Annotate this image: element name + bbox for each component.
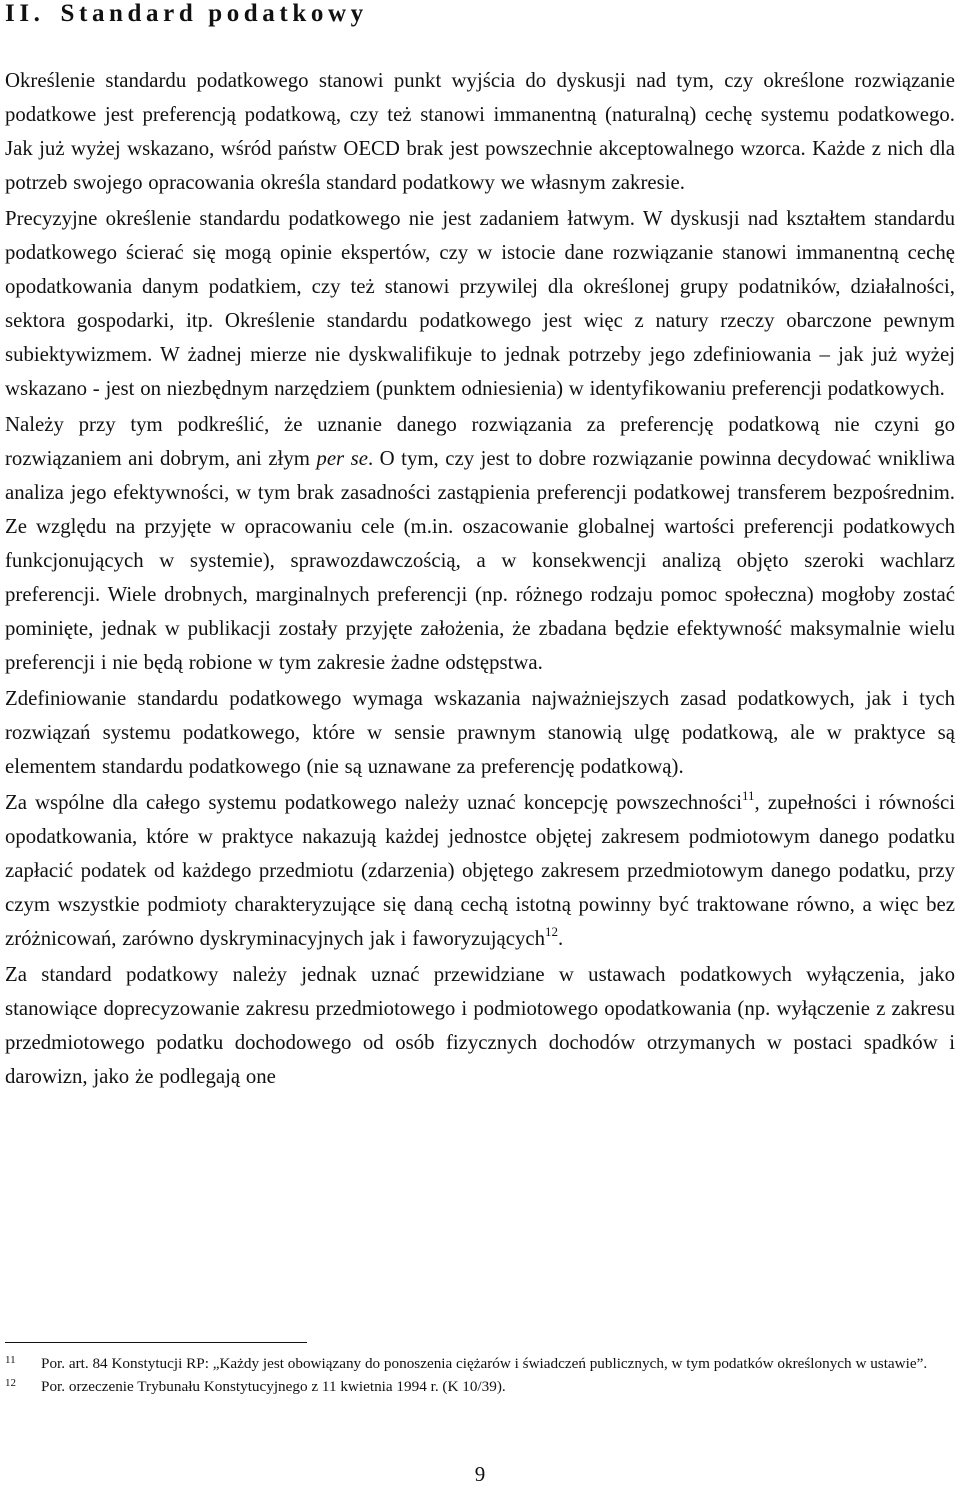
paragraph-4: Zdefiniowanie standardu podatkowego wymaga wskazania najważniejszych zasad podatkowych, jak i tych rozwiązań systemu podatkowego, które w sensie prawnym stanowią ulgę podatkową, ale w praktyce są elementem standardu podatkowego (nie są uznawane za preferencję podatkową).	[5, 687, 955, 778]
paragraph-5-text-a: Za wspólne dla całego systemu podatkowego należy uznać koncepcję powszechności	[5, 791, 742, 814]
footnote-separator	[5, 1342, 307, 1343]
paragraph-2: Precyzyjne określenie standardu podatkowego nie jest zadaniem łatwym. W dyskusji nad kształtem standardu podatkowego ścierać się mogą opinie ekspertów, czy w istocie dane rozwiązanie stanowi immanentną cechę opodatkowania danym podatkiem, czy też stanowi przywilej dla określonej grupy podatników, działalności, sektora gospodarki, itp. Określenie standardu podatkowego jest więc z natury rzeczy obarczone pewnym subiektywizmem. W żadnej mierze nie dyskwalifikuje to jednak potrzeby jego zdefiniowania – jak już wyżej wskazano - jest on niezbędnym narzędziem (punktem odniesienia) w identyfikowaniu preferencji podatkowych.	[5, 207, 955, 400]
footnote-12	[5, 1377, 955, 1396]
page-number: 9	[474, 1462, 486, 1486]
paragraph-6: Za standard podatkowy należy jednak uznać przewidziane w ustawach podatkowych wyłączenia, jako stanowiące doprecyzowanie zakresu przedmiotowego i podmiotowego opodatkowania (np. wyłączenie z zakresu przedmiotowego podatku dochodowego od osób fizycznych dochodów otrzymanych w postaci spadków i darowizn, jako że podlegają one	[5, 963, 955, 1088]
paragraph-5-text-b: , zupełności i równości opodatkowania, które w praktyce nakazują każdej jednostce objętej zakresem podmiotowym danego podatku zapłacić podatek od każdego przedmiotu (zdarzenia) objętego zakresem przedmiotowym danego podatku, przy czym wszystkie podmioty charakteryzujące się daną cechą istotną powinny być traktowane równo, a więc bez zróżnicowań, zarówno dyskryminacyjnych jak i faworyzujących	[5, 791, 955, 950]
latin-phrase: per se	[316, 447, 368, 470]
section-title: Standard podatkowy	[60, 0, 368, 27]
document-page	[5, 0, 955, 1094]
footnote-number: 12	[5, 1377, 16, 1389]
footnotes	[5, 1354, 955, 1396]
footnote-ref-12[interactable]: 12	[545, 924, 559, 939]
paragraph-3-text-b: . O tym, czy jest to dobre rozwiązanie powinna decydować wnikliwa analiza jego efektywności, w tym brak zasadności zastąpienia preferencji podatkowej transferem bezpośrednim. Ze względu na przyjęte w opracowaniu cele (m.in. oszacowanie globalnej wartości preferencji podatkowych funkcjonujących w systemie), sprawozdawczością, a w konsekwencji analizą objęto szeroki wachlarz preferencji. Wiele drobnych, marginalnych preferencji (np. różnego rodzaju pomoc społeczna) mogłoby zostać pominięte, jednak w publikacji zostały przyjęte założenia, że zbadana będzie efektywność maksymalnie wielu preferencji i nie będą robione w tym zakresie żadne odstępstwa.	[5, 447, 955, 674]
footnote-number: 11	[5, 1354, 16, 1366]
footnote-11	[5, 1354, 955, 1373]
paragraph-3	[5, 408, 955, 680]
paragraph-5-text-c: .	[558, 927, 564, 950]
section-heading	[5, 0, 955, 28]
footnote-text: Por. art. 84 Konstytucji RP: „Każdy jest obowiązany do ponoszenia ciężarów i świadczeń publicznych, w tym podatków określonych w ustawie”.	[41, 1355, 928, 1372]
footnote-text: Por. orzeczenie Trybunału Konstytucyjnego z 11 kwietnia 1994 r. (K 10/39).	[41, 1378, 506, 1395]
paragraph-1: Określenie standardu podatkowego stanowi punkt wyjścia do dyskusji nad tym, czy określone rozwiązanie podatkowe jest preferencją podatkową, czy też stanowi immanentną (naturalną) cechę systemu podatkowego. Jak już wyżej wskazano, wśród państw OECD brak jest powszechnie akceptowalnego wzorca. Każde z nich dla potrzeb swojego opracowania określa standard podatkowy we własnym zakresie.	[5, 69, 955, 194]
section-number: II.	[5, 0, 45, 27]
footnote-ref-11[interactable]: 11	[742, 788, 755, 803]
paragraph-5	[5, 786, 955, 956]
paragraph-3-text-a: Należy przy tym podkreślić, że uznanie danego rozwiązania za preferencję podatkową nie czyni go rozwiązaniem ani dobrym, ani złym	[5, 413, 955, 470]
